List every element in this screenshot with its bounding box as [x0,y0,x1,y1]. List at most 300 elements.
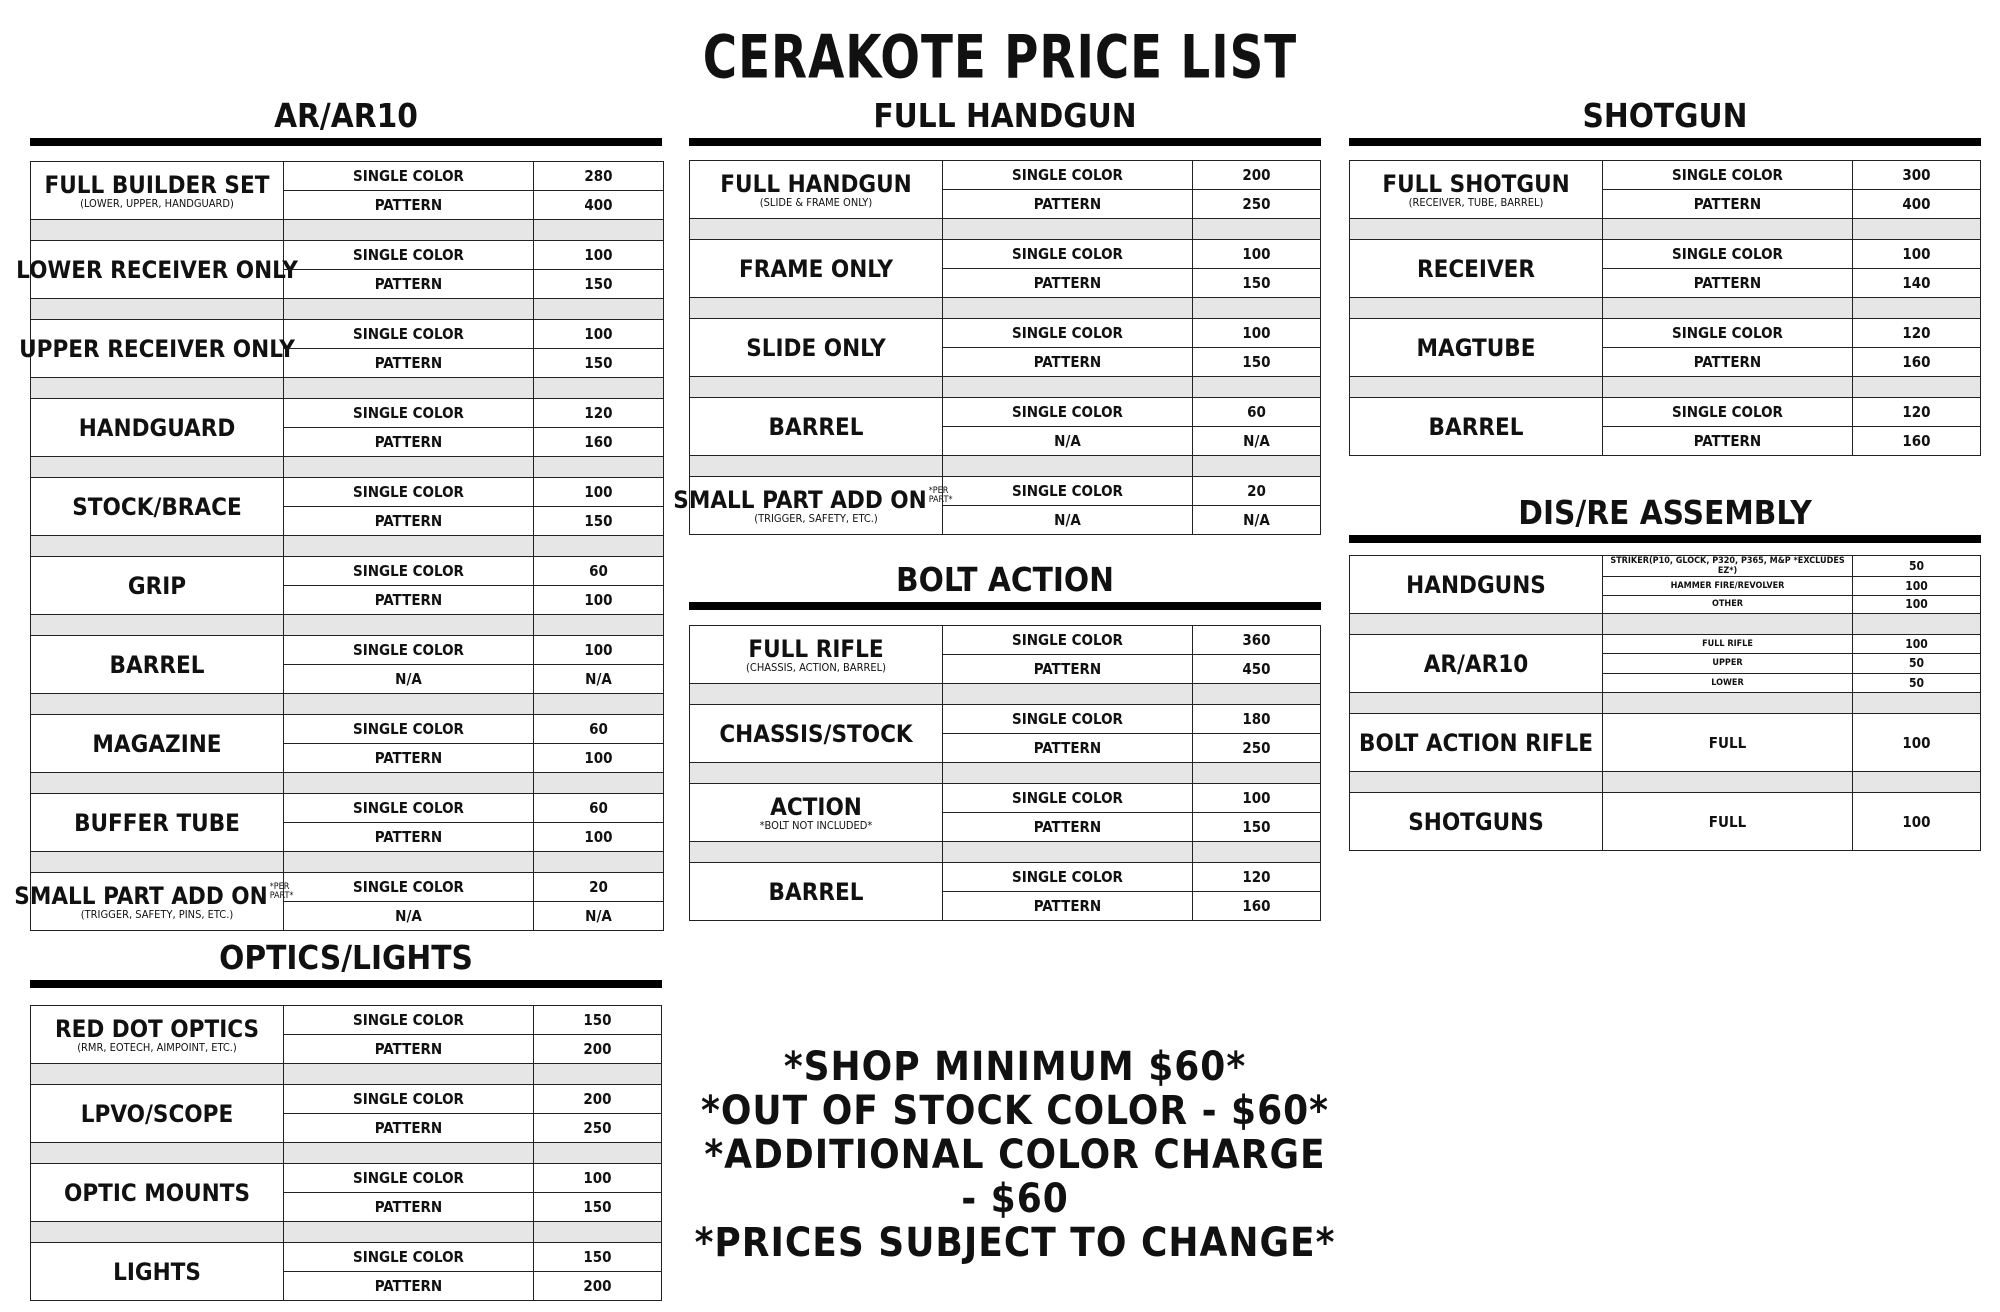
price-row [284,1193,661,1221]
option-label: SINGLE COLOR [284,715,534,743]
price-row [1603,398,1980,427]
item-name-cell [31,399,284,456]
option-label: PATTERN [284,1272,534,1300]
notes-block [690,1045,1340,1265]
option-label: PATTERN [943,655,1193,683]
item-name-cell [690,398,943,455]
item-name-cell [31,715,284,772]
option-label: SINGLE COLOR [943,161,1193,189]
item-subtitle: *BOLT NOT INCLUDED* [759,818,873,832]
option-label: SINGLE COLOR [284,1085,534,1113]
item-name-cell [31,794,284,851]
price-row [284,162,663,191]
item-name: RED DOT OPTICS [54,1014,260,1043]
item-name: LOWER RECEIVER ONLY [16,255,298,284]
row-spacer [31,1222,661,1243]
price-value: 50 [1908,559,1925,573]
price-row [943,734,1320,762]
row-spacer [1350,614,1980,635]
price-value: 150 [583,1248,612,1266]
item-name: OPTIC MOUNTS [63,1178,250,1207]
option-label: PATTERN [284,586,534,614]
price-row [1603,556,1980,577]
price-group [31,794,663,852]
option-label: SINGLE COLOR [1603,161,1853,189]
option-label: SINGLE COLOR [284,399,534,427]
option-label: SINGLE COLOR [284,1164,534,1192]
option-label: SINGLE COLOR [284,162,534,190]
price-value: 160 [1242,897,1271,915]
section-heading-bolt: BOLT ACTION [689,556,1321,610]
price-group [690,705,1320,763]
price-group [1350,556,1980,614]
price-value: 100 [1242,245,1271,263]
option-label: SINGLE COLOR [943,477,1193,505]
item-name-cell [1350,398,1603,455]
item-name-cell [1350,319,1603,376]
price-group [673,477,1320,534]
option-label: PATTERN [284,349,534,377]
option-label: SINGLE COLOR [284,1006,534,1034]
price-group [1350,635,1980,693]
price-row [284,902,663,930]
row-spacer [31,536,663,557]
price-row [943,892,1320,920]
item-name-cell [690,784,943,841]
price-row [1603,348,1980,376]
price-value: 360 [1242,631,1271,649]
price-value: 100 [1905,578,1928,593]
option-label: SINGLE COLOR [284,557,534,585]
item-name-cell [1350,714,1603,771]
section-heading-ar: AR/AR10 [30,92,662,146]
price-row [943,319,1320,348]
item-name-cell [690,626,943,683]
option-label: PATTERN [284,1193,534,1221]
price-row [943,269,1320,297]
price-row [1603,635,1980,654]
price-value: 120 [1242,868,1271,886]
price-value: 100 [1905,637,1928,652]
item-name: SMALL PART ADD ON [673,485,927,514]
option-label: SINGLE COLOR [943,240,1193,268]
option-label: LOWER [1603,674,1853,692]
price-group [1350,398,1980,455]
price-value: N/A [1243,432,1270,450]
price-row [284,270,663,298]
option-label: SINGLE COLOR [1603,398,1853,426]
price-value: 100 [1902,733,1931,752]
price-value: N/A [1243,511,1270,529]
price-value: 400 [1902,195,1931,213]
price-value: 200 [583,1090,612,1108]
option-label: PATTERN [943,813,1193,841]
item-name-cell [31,636,284,693]
price-value: 180 [1242,710,1271,728]
option-label: SINGLE COLOR [1603,240,1853,268]
section-heading-shotgun: SHOTGUN [1349,92,1981,146]
item-name-cell [31,1006,284,1063]
price-value: 150 [583,1198,612,1216]
item-name-cell [31,557,284,614]
price-value: 150 [1242,818,1271,836]
option-label: SINGLE COLOR [943,784,1193,812]
price-row [943,863,1320,892]
price-row [284,349,663,377]
price-value: 50 [1908,675,1925,690]
price-table-optics [30,1005,662,1301]
price-value: 20 [1247,482,1266,500]
price-value: 60 [589,799,608,817]
row-spacer [31,694,663,715]
price-value: 150 [584,512,613,530]
item-name-cell [1350,556,1603,613]
price-value: 150 [584,354,613,372]
option-label: HAMMER FIRE/REVOLVER [1603,577,1853,595]
row-spacer [690,219,1320,240]
price-group [1350,319,1980,377]
option-label: SINGLE COLOR [943,705,1193,733]
price-row [284,1272,661,1300]
item-name-cell [1350,240,1603,297]
item-name: SMALL PART ADD ON [14,881,268,910]
price-value: 150 [1242,353,1271,371]
price-row [284,1006,661,1035]
row-spacer [31,1143,661,1164]
price-row [943,477,1320,506]
row-spacer [31,615,663,636]
item-subtitle: (RECEIVER, TUBE, BARREL) [1408,195,1544,209]
item-subtitle: (LOWER, UPPER, HANDGUARD) [80,196,234,210]
price-group [1350,161,1980,219]
price-table-shotgun [1349,160,1981,456]
row-spacer [31,220,663,241]
note-line: *OUT OF STOCK COLOR - $60* [701,1088,1329,1134]
price-value: 100 [584,749,613,767]
price-value: 400 [584,196,613,214]
option-label: PATTERN [284,744,534,772]
price-value: 50 [1908,656,1925,671]
item-note: *PER PART* [928,485,953,505]
option-label: SINGLE COLOR [284,873,534,901]
price-group [31,715,663,773]
price-row [943,348,1320,376]
price-row [943,626,1320,655]
price-group [19,320,663,378]
price-value: 160 [1902,353,1931,371]
option-label: PATTERN [943,892,1193,920]
item-name-cell [690,319,943,376]
item-name: AR/AR10 [1423,649,1529,678]
item-name-cell [1350,635,1603,692]
price-row [1603,240,1980,269]
price-value: 120 [1902,403,1931,421]
section-heading-handgun: FULL HANDGUN [689,92,1321,146]
option-label: PATTERN [1603,190,1853,218]
row-spacer [690,377,1320,398]
price-row [1603,714,1980,771]
price-row [284,744,663,772]
option-label: SINGLE COLOR [284,1243,534,1271]
price-row [284,507,663,535]
option-label: PATTERN [943,348,1193,376]
price-value: 250 [1242,739,1271,757]
item-name-cell [31,1085,284,1142]
option-label: SINGLE COLOR [284,241,534,269]
price-value: 150 [583,1011,612,1029]
row-spacer [1350,377,1980,398]
item-name-cell [14,873,294,930]
price-row [284,399,663,428]
price-value: 120 [1902,324,1931,342]
option-label: SINGLE COLOR [943,626,1193,654]
item-name: GRIP [127,571,187,600]
price-value: 100 [1905,597,1928,612]
price-value: 200 [583,1040,612,1058]
price-value: 300 [1902,166,1931,184]
section-heading-optics: OPTICS/LIGHTS [30,934,662,988]
price-value: N/A [585,907,612,925]
price-row [943,813,1320,841]
price-value: 250 [1242,195,1271,213]
price-row [1603,161,1980,190]
item-name: RECEIVER [1416,254,1536,283]
price-group [31,478,663,536]
item-name: BUFFER TUBE [74,808,240,837]
option-label: SINGLE COLOR [1603,319,1853,347]
option-label: STRIKER(P10, GLOCK, P320, P365, M&P *EXCLUDES EZ*) [1603,556,1853,576]
row-spacer [690,684,1320,705]
price-row [1603,654,1980,673]
price-row [284,241,663,270]
price-row [284,557,663,586]
price-value: 100 [1902,245,1931,263]
price-row [1603,319,1980,348]
price-value: 160 [584,433,613,451]
item-name: FULL BUILDER SET [44,170,270,199]
row-spacer [31,299,663,320]
item-name: FULL RIFLE [748,634,884,663]
item-name: MAGTUBE [1416,333,1536,362]
row-spacer [1350,772,1980,793]
option-label: PATTERN [284,191,534,219]
page-title: CERAKOTE PRICE LIST [702,23,1298,93]
item-name: FULL SHOTGUN [1382,169,1570,198]
option-label: PATTERN [943,734,1193,762]
row-spacer [690,842,1320,863]
price-group [690,398,1320,456]
price-value: 20 [589,878,608,896]
item-name-cell [31,1164,284,1221]
option-label: FULL RIFLE [1603,635,1853,653]
price-row [1603,427,1980,455]
price-row [284,665,663,693]
price-group [31,162,663,220]
row-spacer [690,298,1320,319]
item-name-cell [1350,161,1603,218]
option-label: SINGLE COLOR [284,636,534,664]
item-name-cell [690,240,943,297]
price-group [1350,793,1980,850]
item-name: FRAME ONLY [739,254,893,283]
item-name-cell [673,477,953,534]
item-subtitle: (TRIGGER, SAFETY, PINS, ETC.) [80,907,234,921]
item-name: BARREL [109,650,205,679]
item-name: BARREL [768,412,864,441]
item-name: LPVO/SCOPE [80,1099,234,1128]
option-label: UPPER [1603,654,1853,672]
option-label: SINGLE COLOR [943,319,1193,347]
row-spacer [31,852,663,873]
price-value: 140 [1902,274,1931,292]
price-row [284,191,663,219]
price-value: 200 [583,1277,612,1295]
price-row [943,161,1320,190]
price-row [943,398,1320,427]
row-spacer [690,763,1320,784]
price-value: 100 [1902,812,1931,831]
price-row [284,1243,661,1272]
section-heading-assembly: DIS/RE ASSEMBLY [1349,489,1981,543]
price-row [284,1085,661,1114]
item-name: BOLT ACTION RIFLE [1359,728,1593,757]
row-spacer [1350,219,1980,240]
price-value: 280 [584,167,613,185]
price-value: 150 [1242,274,1271,292]
item-name: BARREL [768,877,864,906]
note-line: *ADDITIONAL COLOR CHARGE - $60 [704,1132,1326,1222]
option-label: PATTERN [1603,348,1853,376]
price-group [690,240,1320,298]
price-group [31,636,663,694]
note-line: *SHOP MINIMUM $60* [783,1044,1247,1090]
item-name: SHOTGUNS [1408,807,1544,836]
price-value: 60 [1247,403,1266,421]
price-row [943,655,1320,683]
price-value: 100 [584,246,613,264]
price-value: 100 [584,641,613,659]
price-row [284,1114,661,1142]
item-name-cell [1350,793,1603,850]
price-table-handgun [673,160,1321,535]
price-group [31,1243,661,1300]
price-row [1603,577,1980,596]
price-value: 100 [583,1169,612,1187]
price-group [1350,714,1980,772]
item-name-cell [690,863,943,920]
price-value: 450 [1242,660,1271,678]
option-label: PATTERN [284,270,534,298]
price-row [943,190,1320,218]
option-label: FULL [1603,793,1853,850]
price-group [690,784,1320,842]
price-row [284,823,663,851]
price-value: 160 [1902,432,1931,450]
option-label: PATTERN [284,428,534,456]
price-value: 250 [583,1119,612,1137]
price-table-assembly [1349,555,1981,851]
price-row [943,427,1320,455]
price-group [690,626,1320,684]
price-value: N/A [585,670,612,688]
price-value: 100 [584,483,613,501]
item-name: ACTION [770,792,862,821]
price-row [284,1035,661,1063]
item-name-cell [31,478,284,535]
price-value: 100 [1242,324,1271,342]
price-row [943,705,1320,734]
price-row [943,506,1320,534]
price-value: 100 [584,325,613,343]
row-spacer [31,773,663,794]
option-label: PATTERN [284,1114,534,1142]
item-name: STOCK/BRACE [72,492,242,521]
row-spacer [690,456,1320,477]
row-spacer [31,457,663,478]
item-subtitle: (RMR, EOTECH, AIMPOINT, ETC.) [77,1040,237,1054]
price-row [284,636,663,665]
item-name-cell [19,320,295,377]
note-line: *PRICES SUBJECT TO CHANGE* [694,1220,1336,1266]
price-table-bolt [689,625,1321,921]
row-spacer [31,1064,661,1085]
option-label: SINGLE COLOR [943,398,1193,426]
option-label: PATTERN [943,190,1193,218]
price-row [943,784,1320,813]
item-name: SLIDE ONLY [746,333,886,362]
option-label: OTHER [1603,596,1853,614]
price-row [1603,596,1980,614]
price-group [690,863,1320,920]
option-label: N/A [943,427,1193,455]
price-row [1603,269,1980,297]
item-name-cell [16,241,298,298]
item-name-cell [690,161,943,218]
price-group [16,241,663,299]
price-row [284,428,663,456]
item-name: FULL HANDGUN [720,169,912,198]
price-row [284,478,663,507]
price-value: 60 [589,720,608,738]
row-spacer [31,378,663,399]
option-label: PATTERN [284,507,534,535]
price-value: 60 [589,562,608,580]
option-label: FULL [1603,714,1853,771]
option-label: SINGLE COLOR [943,863,1193,891]
item-name: BARREL [1428,412,1524,441]
price-row [1603,674,1980,692]
price-group [1350,240,1980,298]
item-name-cell [690,705,943,762]
price-group [14,873,663,930]
item-name: HANDGUNS [1406,570,1546,599]
option-label: SINGLE COLOR [284,478,534,506]
item-name: HANDGUARD [78,413,236,442]
option-label: PATTERN [1603,269,1853,297]
option-label: SINGLE COLOR [284,320,534,348]
price-group [690,319,1320,377]
option-label: PATTERN [284,823,534,851]
price-value: 100 [584,591,613,609]
option-label: N/A [943,506,1193,534]
price-group [31,1085,661,1143]
option-label: N/A [284,665,534,693]
item-subtitle: (TRIGGER, SAFETY, ETC.) [754,511,878,525]
item-subtitle: (CHASSIS, ACTION, BARREL) [746,660,886,674]
item-note: *PER PART* [269,881,294,901]
price-row [284,873,663,902]
price-row [284,715,663,744]
